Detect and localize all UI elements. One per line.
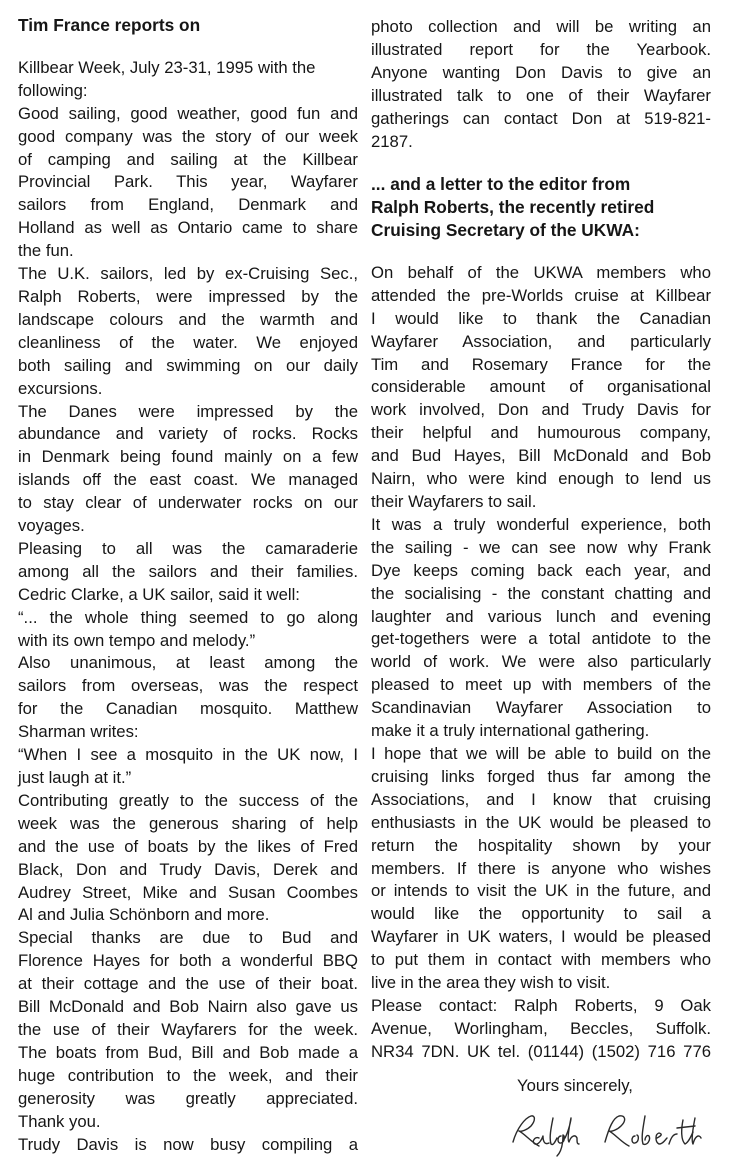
report-line: sailors from overseas, was the respect	[18, 676, 358, 696]
left-column	[18, 14, 358, 1156]
report-line: Black, Don and Trudy Davis, Derek and	[18, 859, 358, 879]
report-body	[18, 57, 358, 1157]
letter-line: enthusiasts in the UK would be pleased to	[371, 812, 711, 832]
report-line: Trudy Davis is now busy compiling a	[18, 1134, 358, 1154]
report-line: Killbear Week, July 23-31, 1995 with the	[18, 57, 316, 77]
report-line: week was the generous sharing of help	[18, 813, 358, 833]
report-line: “... the whole thing seemed to go along	[18, 607, 358, 627]
letter-line: laughter and various lunch and evening	[371, 606, 711, 626]
report-line: just laugh at it.”	[18, 768, 132, 787]
report-line: Provincial Park. This year, Wayfarer	[18, 172, 358, 192]
report-line: The boats from Bud, Bill and Bob made a	[18, 1042, 358, 1062]
report-line: following:	[18, 80, 88, 100]
report-line: Thank you.	[18, 1111, 101, 1131]
letter-line: world of work. We were also particularly	[371, 652, 711, 672]
report-line: to stay clear of underwater rocks on our	[18, 493, 358, 513]
letter-line: Associations, and I know that cruising	[371, 789, 711, 809]
letter-line: get-togethers were a total antidote to the	[371, 629, 711, 649]
letter-line: On behalf of the UKWA members who	[371, 262, 711, 282]
letter-line: their Wayfarers to sail.	[371, 492, 537, 511]
letter-line: the sailing - we can see now why Frank	[371, 537, 711, 557]
report-line: Also unanimous, at least among the	[18, 653, 358, 673]
report-line: the use of their Wayfarers for the week.	[18, 1019, 358, 1039]
report-line: Anyone wanting Don Davis to give an	[371, 62, 711, 82]
report-line: generosity was greatly appreciated.	[18, 1088, 358, 1108]
report-line: Al and Julia Schönborn and more.	[18, 905, 270, 925]
letter-line: to put them in contact with members who	[371, 950, 711, 970]
report-line: Bill McDonald and Bob Nairn also gave us	[18, 997, 358, 1017]
report-line: both sailing and swimming on our daily	[18, 355, 358, 375]
letter-heading	[371, 173, 711, 242]
letter-line: NR34 7DN. UK tel. (01144) (1502) 716 776	[371, 1041, 711, 1061]
letter-closing: Yours sincerely,	[517, 1076, 633, 1095]
report-line: Sharman writes:	[18, 722, 139, 742]
report-line: at their cottage and the use of their boat.	[18, 974, 358, 994]
report-line: islands off the east coast. We managed	[18, 470, 358, 490]
letter-line: or intends to visit the UK in the future, and	[371, 881, 711, 901]
report-continuation	[371, 16, 711, 153]
letter-line: make it a truly international gathering.	[371, 721, 650, 741]
report-line: for the Canadian mosquito. Matthew	[18, 699, 358, 719]
letter-line: the socialising - the constant chatting and	[371, 583, 711, 603]
report-line: in Denmark being found mainly on a few	[18, 447, 358, 467]
letter-line: Wayfarer in UK waters, I would be pleased	[371, 927, 711, 947]
report-line: and the use of boats by the likes of Fred	[18, 836, 358, 856]
letter-line: members. If there is anyone who wishes	[371, 858, 711, 878]
letter-line: Tim and Rosemary France for the	[371, 354, 711, 374]
letter-line: considerable amount of organisational	[371, 377, 711, 397]
letter-line: Wayfarer Association, and particularly	[371, 331, 711, 351]
report-line: Audrey Street, Mike and Susan Coombes	[18, 882, 358, 902]
report-line: sailors from England, Denmark and	[18, 195, 358, 215]
report-line: The U.K. sailors, led by ex-Cruising Sec.,	[18, 264, 358, 284]
letter-line: Dye keeps coming back each year, and	[371, 560, 711, 580]
letter-line: I would like to thank the Canadian	[371, 308, 711, 328]
report-line: Ralph Roberts, were impressed by the	[18, 286, 358, 306]
letter-line: Scandinavian Wayfarer Association to	[371, 698, 711, 718]
letter-line: work involved, Don and Trudy Davis for	[371, 400, 711, 420]
report-line: Special thanks are due to Bud and	[18, 928, 358, 948]
report-line: gatherings can contact Don at 519-821-	[371, 108, 711, 128]
letter-line: pleased to meet up with members of the	[371, 675, 711, 695]
report-line: Good sailing, good weather, good fun and	[18, 103, 358, 123]
report-line: The Danes were impressed by the	[18, 401, 358, 421]
letter-line: live in the area they wish to visit.	[371, 973, 611, 993]
letter-heading-line: Cruising Secretary of the UKWA:	[371, 220, 640, 241]
report-line: 2187.	[371, 131, 413, 151]
letter-line: It was a truly wonderful experience, both	[371, 514, 711, 534]
signature-scrawl	[505, 1106, 705, 1158]
report-line: “When I see a mosquito in the UK now, I	[18, 745, 358, 765]
letter-line: and Bud Hayes, Bill McDonald and Bob	[371, 446, 711, 466]
report-line: Florence Hayes for both a wonderful BBQ	[18, 951, 358, 971]
report-line: illustrated report for the Yearbook.	[371, 39, 711, 59]
report-line: photo collection and will be writing an	[371, 17, 711, 36]
report-line: with its own tempo and melody.”	[18, 630, 256, 650]
letter-line: Please contact: Ralph Roberts, 9 Oak	[371, 995, 711, 1015]
report-line: Cedric Clarke, a UK sailor, said it well:	[18, 584, 300, 604]
handwritten-signature	[505, 1106, 705, 1163]
letter-line: Avenue, Worlingham, Beccles, Suffolk.	[371, 1018, 711, 1038]
letter-line: I hope that we will be able to build on the	[371, 743, 711, 763]
letter-line: Nairn, who were kind enough to lend us	[371, 469, 711, 489]
letter-line: would like the opportunity to sail a	[371, 904, 711, 924]
report-line: Contributing greatly to the success of the	[18, 790, 358, 810]
report-line: cleanliness of the water. We enjoyed	[18, 332, 358, 352]
letter-line: return the hospitality shown by your	[371, 835, 711, 855]
letter-heading-line: Ralph Roberts, the recently retired	[371, 197, 655, 218]
report-line: among all the sailors and their families.	[18, 561, 358, 581]
report-line: excursions.	[18, 378, 103, 398]
letter-line: attended the pre-Worlds cruise at Killbear	[371, 285, 711, 305]
letter-heading-line: ... and a letter to the editor from	[371, 174, 631, 195]
report-line: abundance and variety of rocks. Rocks	[18, 424, 358, 444]
report-line: the fun.	[18, 241, 74, 261]
report-line: Holland as well as Ontario came to share	[18, 218, 358, 238]
report-line: illustrated talk to one of their Wayfarer	[371, 85, 711, 105]
letter-body	[371, 262, 711, 1064]
right-column	[371, 16, 711, 1064]
letter-line: cruising links forged thus far among the	[371, 766, 711, 786]
report-line: Pleasing to all was the camaraderie	[18, 538, 358, 558]
report-heading: Tim France reports on	[18, 15, 201, 35]
report-line: good company was the story of our week	[18, 126, 358, 146]
report-line: voyages.	[18, 516, 85, 536]
report-line: huge contribution to the week, and their	[18, 1065, 358, 1085]
report-line: landscape colours and the warmth and	[18, 309, 358, 329]
letter-line: their helpful and humourous company,	[371, 423, 711, 443]
report-line: of camping and sailing at the Killbear	[18, 149, 358, 169]
